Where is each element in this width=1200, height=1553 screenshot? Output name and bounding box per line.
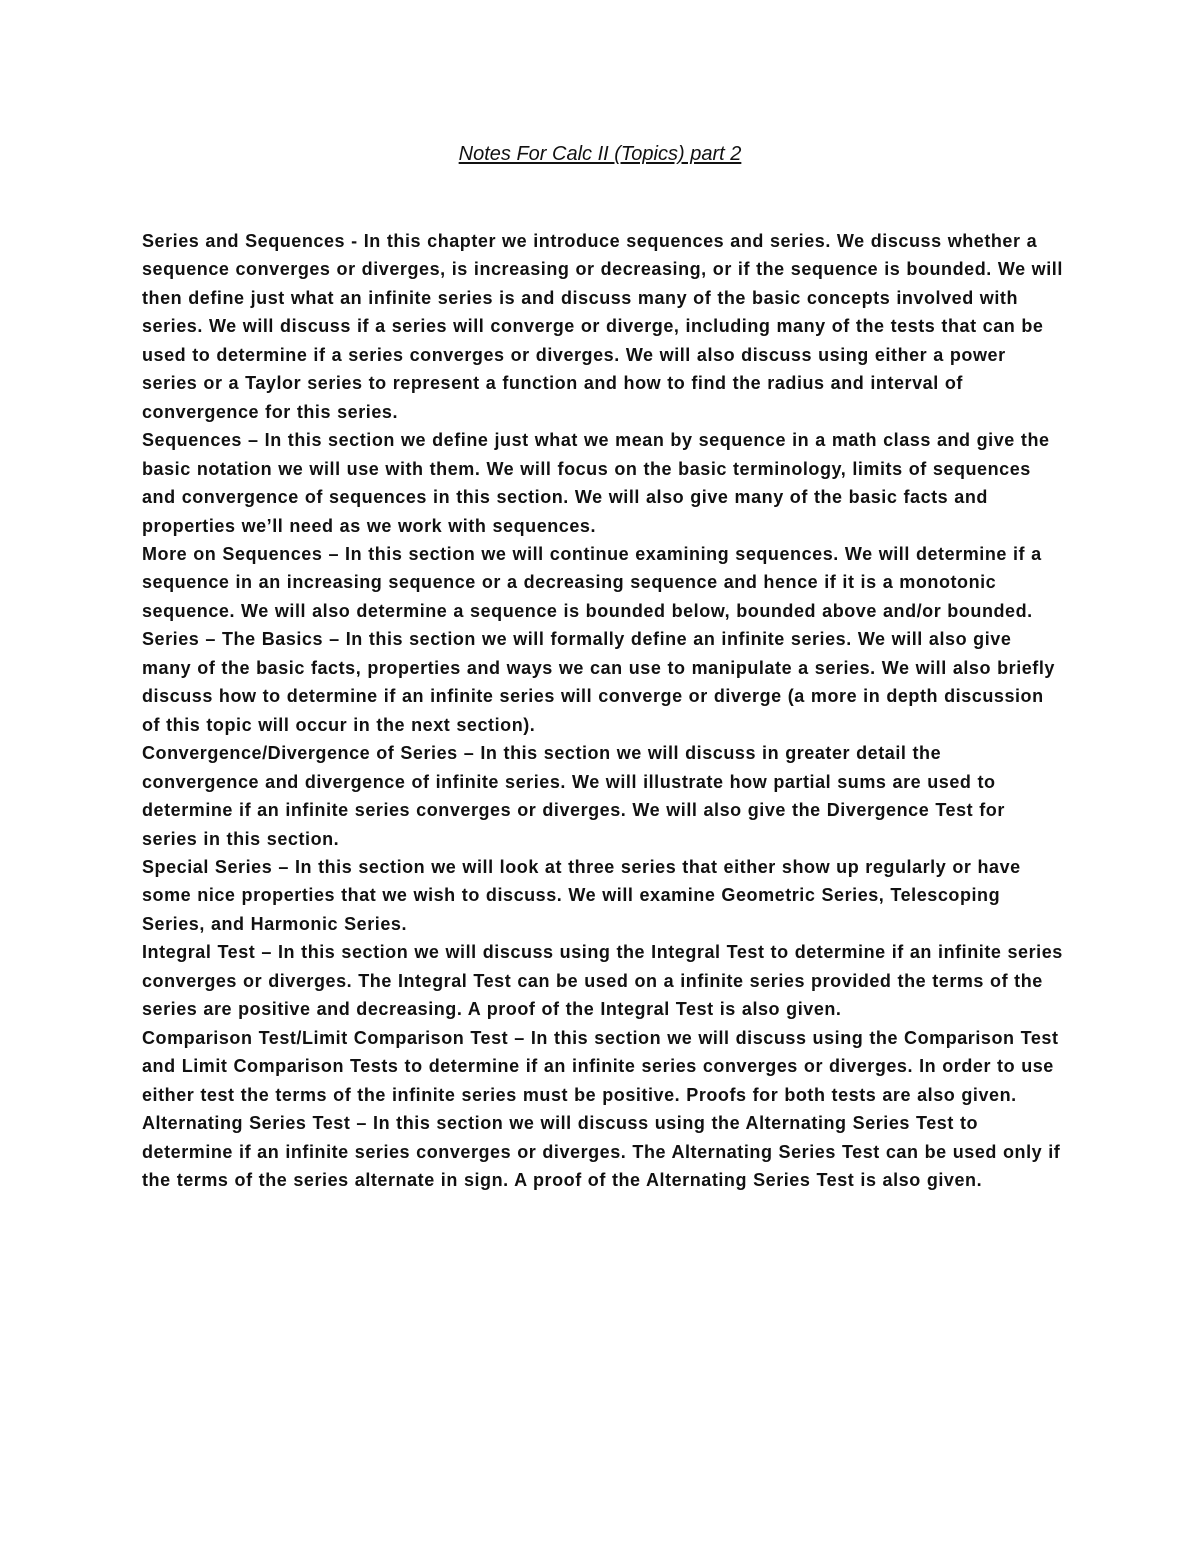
- section-special-series: Special Series – In this section we will look at three series that either show up regularly or have some nice properties that we wish to discuss. We will examine Geometric Series, Telescoping Series, and Harmonic Series.: [142, 856, 1021, 934]
- section-integral-test: Integral Test – In this section we will discuss using the Integral Test to determine if an infinite series converges or diverges. The Integral Test can be used on a infinite series provided the terms of the series are positive and decreasing. A proof of the Integral Test is also given.: [142, 942, 1063, 1020]
- document-title: Notes For Calc II (Topics) part 2: [458, 143, 742, 165]
- document-body: [142, 227, 1064, 1194]
- section-alternating-series-test: Alternating Series Test – In this section we will discuss using the Alternating Series Test to determine if an infinite series converges or diverges. The Alternating Series Test can be used only if the terms of the series alternate in sign. A proof of the Alternating Series Test is also given.: [142, 1113, 1061, 1190]
- section-comparison-test: Comparison Test/Limit Comparison Test – In this section we will discuss using the Comparison Test and Limit Comparison Tests to determine if an infinite series converges or diverges. In order to use either test the terms of the infinite series must be positive. Proofs for both tests are also given.: [142, 1027, 1059, 1105]
- section-more-on-sequences: More on Sequences – In this section we will continue examining sequences. We will determine if a sequence in an increasing sequence or a decreasing sequence and hence if it is a monotonic sequence. We will also determine a sequence is bounded below, bounded above and/or bounded.: [142, 543, 1042, 621]
- section-sequences: Sequences – In this section we define just what we mean by sequence in a math class and give the basic notation we will use with them. We will focus on the basic terminology, limits of sequences and convergence of sequences in this section. We will also give many of the basic facts and properties we’ll need as we work with sequences.: [142, 430, 1050, 536]
- section-series-and-sequences: Series and Sequences - In this chapter we introduce sequences and series. We discuss whether a sequence converges or diverges, is increasing or decreasing, or if the sequence is bounded. We will then define just what an infinite series is and discuss many of the basic concepts involved with series. We will discuss if a series will converge or diverge, including many of the tests that can be used to determine if a series converges or diverges. We will also discuss using either a power series or a Taylor series to represent a function and how to find the radius and interval of convergence for this series.: [142, 231, 1063, 422]
- section-series-the-basics: Series – The Basics – In this section we will formally define an infinite series. We will also give many of the basic facts, properties and ways we can use to manipulate a series. We will also briefly discuss how to determine if an infinite series will converge or diverge (a more in depth discussion of this topic will occur in the next section).: [142, 629, 1055, 735]
- section-convergence-divergence: Convergence/Divergence of Series – In this section we will discuss in greater detail the convergence and divergence of infinite series. We will illustrate how partial sums are used to determine if an infinite series converges or diverges. We will also give the Divergence Test for series in this section.: [142, 743, 1005, 849]
